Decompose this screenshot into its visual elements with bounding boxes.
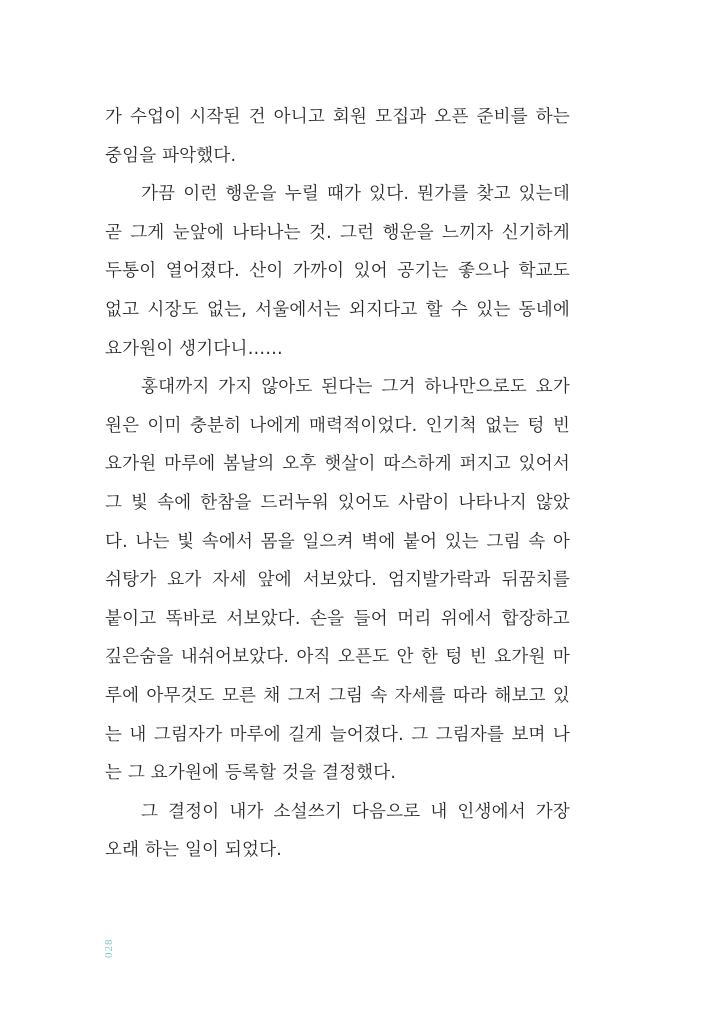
text-line: 요가원 마루에 봄날의 오후 햇살이 따스하게 퍼지고 있어서 <box>105 454 570 475</box>
text-line: 요가원이 생기다니…… <box>105 338 284 359</box>
text-line: 는 그 요가원에 등록할 것을 결정했다. <box>105 763 397 784</box>
page-number: 028 <box>103 938 115 958</box>
body-text <box>105 98 570 870</box>
text-line: 루에 아무것도 모른 채 그저 그림 속 자세를 따라 해보고 있 <box>105 685 570 706</box>
text-line: 중임을 파악했다. <box>105 145 237 166</box>
text-line: 곧 그게 눈앞에 나타나는 것. 그런 행운을 느끼자 신기하게 <box>105 222 570 243</box>
text-line: 오래 하는 일이 되었다. <box>105 840 282 861</box>
text-line: 깊은숨을 내쉬어보았다. 아직 오픈도 안 한 텅 빈 요가원 마 <box>105 647 570 668</box>
text-line: 가끔 이런 행운을 누릴 때가 있다. 뭔가를 찾고 있는데 <box>141 184 570 205</box>
text-line: 붙이고 똑바로 서보았다. 손을 들어 머리 위에서 합장하고 <box>105 608 570 629</box>
text-line: 두통이 열어졌다. 산이 가까이 있어 공기는 좋으나 학교도 <box>105 261 570 282</box>
text-line: 원은 이미 충분히 나에게 매력적이었다. 인기척 없는 텅 빈 <box>105 415 570 436</box>
text-line: 그 빛 속에 한참을 드러누워 있어도 사람이 나타나지 않았 <box>105 492 570 513</box>
text-line: 가 수업이 시작된 건 아니고 회원 모집과 오픈 준비를 하는 <box>105 107 570 127</box>
text-line: 없고 시장도 없는, 서울에서는 외지다고 할 수 있는 동네에 <box>105 299 570 320</box>
text-line: 홍대까지 가지 않아도 된다는 그거 하나만으로도 요가 <box>141 377 570 398</box>
text-line: 다. 나는 빛 속에서 몸을 일으켜 벽에 붙어 있는 그림 속 아 <box>105 531 570 552</box>
text-line: 는 내 그림자가 마루에 길게 늘어졌다. 그 그림자를 보며 나 <box>105 724 570 745</box>
text-line: 쉬탕가 요가 자세 앞에 서보았다. 엄지발가락과 뒤꿈치를 <box>105 570 570 591</box>
text-line: 그 결정이 내가 소설쓰기 다음으로 내 인생에서 가장 <box>141 801 570 822</box>
